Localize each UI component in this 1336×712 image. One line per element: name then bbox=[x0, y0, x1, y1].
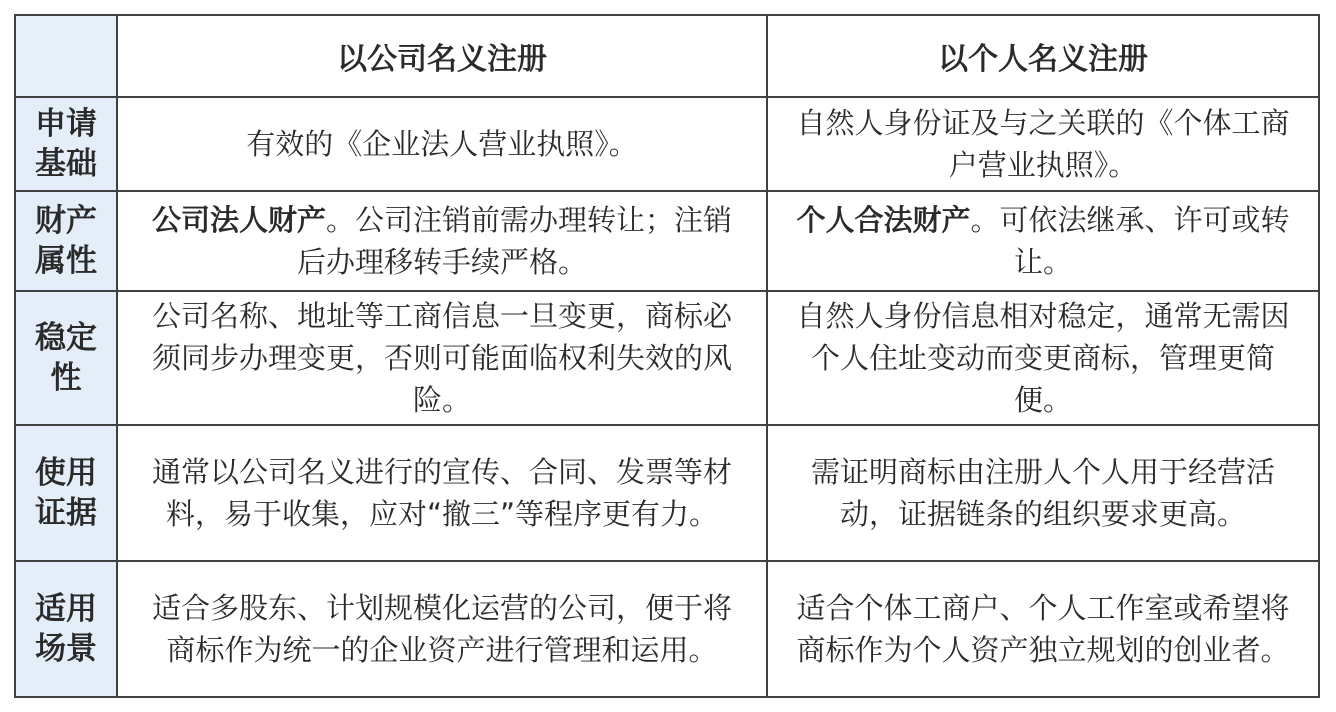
cell-company-stability bbox=[117, 291, 767, 425]
row-label-stability: 稳定性 bbox=[15, 291, 117, 425]
cell-text: 。公司注销前需办理转让；注销后办理移转手续严格。 bbox=[296, 203, 733, 279]
cell-individual-stability bbox=[767, 291, 1319, 425]
cell-company-property-attribute bbox=[117, 191, 767, 291]
comparison-table-container bbox=[14, 14, 1318, 694]
cell-company-usage-evidence bbox=[117, 425, 767, 561]
row-label-property-attribute: 财产属性 bbox=[15, 191, 117, 291]
table-row-property-attribute bbox=[15, 191, 1319, 291]
header-individual-registration: 以个人名义注册 bbox=[767, 15, 1319, 97]
table-row-application-basis bbox=[15, 97, 1319, 191]
cell-bold: 个人合法财产 bbox=[796, 203, 971, 237]
cell-company-application-basis bbox=[117, 97, 767, 191]
cell-text: 需证明商标由注册人个人用于经营活动，证据链条的组织要求更高。 bbox=[810, 455, 1275, 531]
cell-individual-application-basis bbox=[767, 97, 1319, 191]
cell-text: 自然人身份信息相对稳定，通常无需因个人住址变动而变更商标，管理更简便。 bbox=[796, 299, 1290, 417]
cell-text: 公司名称、地址等工商信息一旦变更，商标必须同步办理变更，否则可能面临权利失效的风险。 bbox=[151, 299, 732, 417]
cell-company-applicable-scenario bbox=[117, 561, 767, 697]
table-row-stability bbox=[15, 291, 1319, 425]
cell-text: 通常以公司名义进行的宣传、合同、发票等材料，易于收集，应对“撤三”等程序更有力。 bbox=[151, 455, 732, 531]
row-label-usage-evidence: 使用证据 bbox=[15, 425, 117, 561]
cell-text: 。可依法继承、许可或转让。 bbox=[970, 203, 1290, 279]
comparison-table bbox=[14, 14, 1320, 698]
cell-text: 有效的《企业法人营业执照》。 bbox=[246, 127, 638, 161]
cell-individual-usage-evidence bbox=[767, 425, 1319, 561]
cell-individual-applicable-scenario bbox=[767, 561, 1319, 697]
row-label-applicable-scenario: 适用场景 bbox=[15, 561, 117, 697]
header-corner-cell bbox=[15, 15, 117, 97]
cell-individual-property-attribute bbox=[767, 191, 1319, 291]
row-label-application-basis: 申请基础 bbox=[15, 97, 117, 191]
table-row-applicable-scenario bbox=[15, 561, 1319, 697]
cell-text: 适合多股东、计划规模化运营的公司，便于将商标作为统一的企业资产进行管理和运用。 bbox=[151, 591, 732, 667]
cell-bold: 公司法人财产 bbox=[151, 203, 326, 237]
table-header-row bbox=[15, 15, 1319, 97]
header-company-registration: 以公司名义注册 bbox=[117, 15, 767, 97]
cell-text: 适合个体工商户、个人工作室或希望将商标作为个人资产独立规划的创业者。 bbox=[796, 591, 1290, 667]
cell-text: 自然人身份证及与之关联的《个体工商户营业执照》。 bbox=[796, 106, 1290, 182]
table-row-usage-evidence bbox=[15, 425, 1319, 561]
